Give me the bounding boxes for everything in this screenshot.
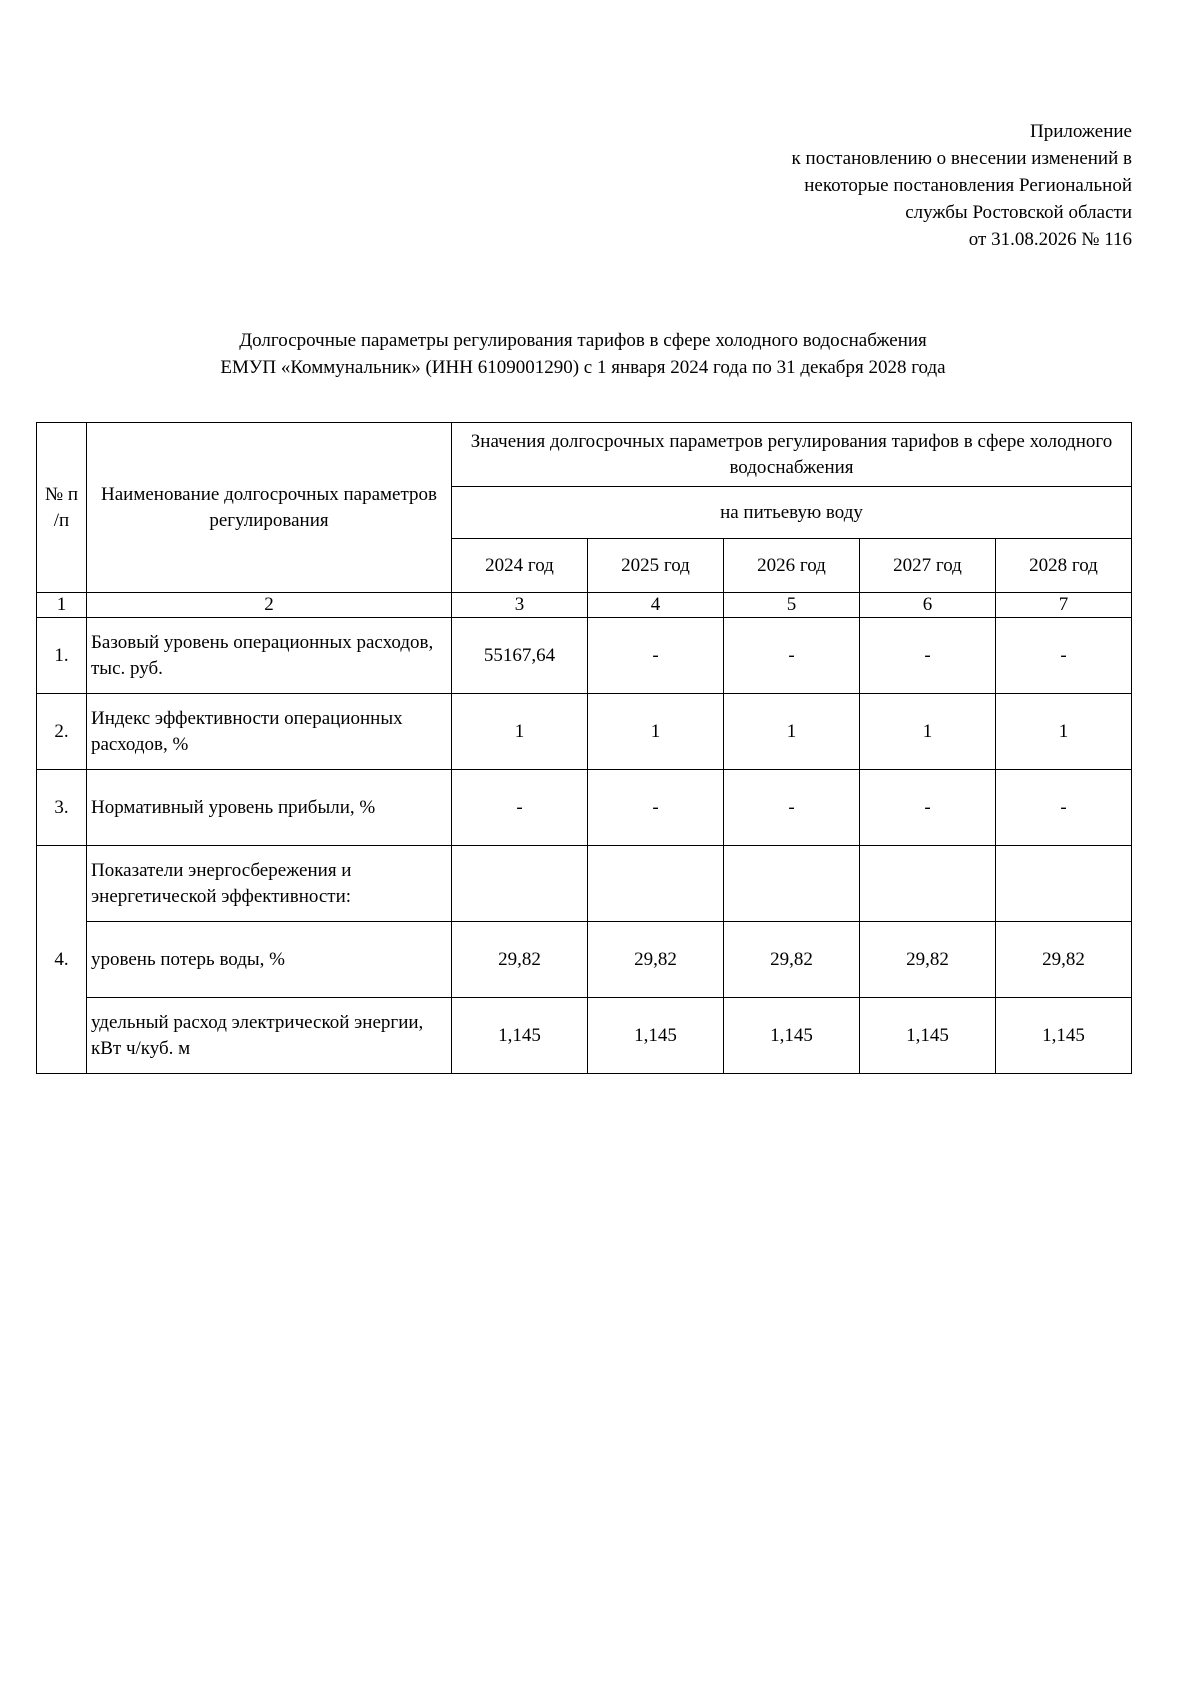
row-value: - [996, 770, 1132, 846]
row-value: 29,82 [588, 922, 724, 998]
row-value: - [860, 618, 996, 694]
header-name: Наименование долгосрочных параметров регулирования [87, 423, 452, 593]
row-value [724, 846, 860, 922]
row-name: Базовый уровень операционных расходов, тыс. руб. [87, 618, 452, 694]
table-row [37, 846, 1132, 922]
row-value: 1 [860, 694, 996, 770]
parameters-table [36, 422, 1132, 1074]
table-row [37, 998, 1132, 1074]
row-value: 29,82 [860, 922, 996, 998]
column-number: 1 [37, 593, 87, 618]
row-value: - [996, 618, 1132, 694]
row-value: - [588, 770, 724, 846]
row-value [996, 846, 1132, 922]
document-title [36, 327, 1130, 381]
row-name: Нормативный уровень прибыли, % [87, 770, 452, 846]
row-num: 4. [37, 846, 87, 1074]
header-year: 2028 год [996, 539, 1132, 593]
header-year: 2024 год [452, 539, 588, 593]
appendix-header [712, 118, 1132, 253]
row-value [860, 846, 996, 922]
row-value: 1,145 [452, 998, 588, 1074]
column-number: 3 [452, 593, 588, 618]
table-row [37, 770, 1132, 846]
row-value: 1,145 [996, 998, 1132, 1074]
row-num: 1. [37, 618, 87, 694]
row-name: Индекс эффективности операционных расходов, % [87, 694, 452, 770]
row-value: - [588, 618, 724, 694]
row-value: - [724, 770, 860, 846]
column-number: 4 [588, 593, 724, 618]
column-number: 2 [87, 593, 452, 618]
row-name: уровень потерь воды, % [87, 922, 452, 998]
appendix-line: Приложение [1030, 121, 1132, 142]
header-num: № п /п [37, 423, 87, 593]
row-value: 1,145 [588, 998, 724, 1074]
row-value [588, 846, 724, 922]
row-value: - [860, 770, 996, 846]
column-number: 5 [724, 593, 860, 618]
header-year: 2027 год [860, 539, 996, 593]
row-value: 29,82 [996, 922, 1132, 998]
appendix-line: некоторые постановления Региональной [804, 175, 1132, 196]
header-year: 2025 год [588, 539, 724, 593]
row-name: Показатели энергосбережения и энергетической эффективности: [87, 846, 452, 922]
title-line: ЕМУП «Коммунальник» (ИНН 6109001290) с 1 января 2024 года по 31 декабря 2028 года [220, 357, 946, 378]
header-subgroup: на питьевую воду [452, 487, 1132, 539]
appendix-line: от 31.08.2026 № 116 [968, 229, 1132, 250]
row-name: удельный расход электрической энергии, кВт ч/куб. м [87, 998, 452, 1074]
row-value: 1 [724, 694, 860, 770]
title-line: Долгосрочные параметры регулирования тарифов в сфере холодного водоснабжения [239, 330, 927, 351]
row-value [452, 846, 588, 922]
table-row [37, 618, 1132, 694]
row-value: 1,145 [860, 998, 996, 1074]
row-value: - [452, 770, 588, 846]
table-row [37, 922, 1132, 998]
row-value: 1 [996, 694, 1132, 770]
row-num: 3. [37, 770, 87, 846]
appendix-line: службы Ростовской области [905, 202, 1132, 223]
column-numbers-row [37, 593, 1132, 618]
row-value: 29,82 [452, 922, 588, 998]
row-value: 1 [588, 694, 724, 770]
column-number: 7 [996, 593, 1132, 618]
column-number: 6 [860, 593, 996, 618]
header-year: 2026 год [724, 539, 860, 593]
header-row [37, 423, 1132, 487]
row-value: 29,82 [724, 922, 860, 998]
row-value: - [724, 618, 860, 694]
row-value: 55167,64 [452, 618, 588, 694]
row-value: 1 [452, 694, 588, 770]
row-value: 1,145 [724, 998, 860, 1074]
table-row [37, 694, 1132, 770]
row-num: 2. [37, 694, 87, 770]
header-values-group: Значения долгосрочных параметров регулирования тарифов в сфере холодного водоснабжения [452, 423, 1132, 487]
appendix-line: к постановлению о внесении изменений в [791, 148, 1132, 169]
